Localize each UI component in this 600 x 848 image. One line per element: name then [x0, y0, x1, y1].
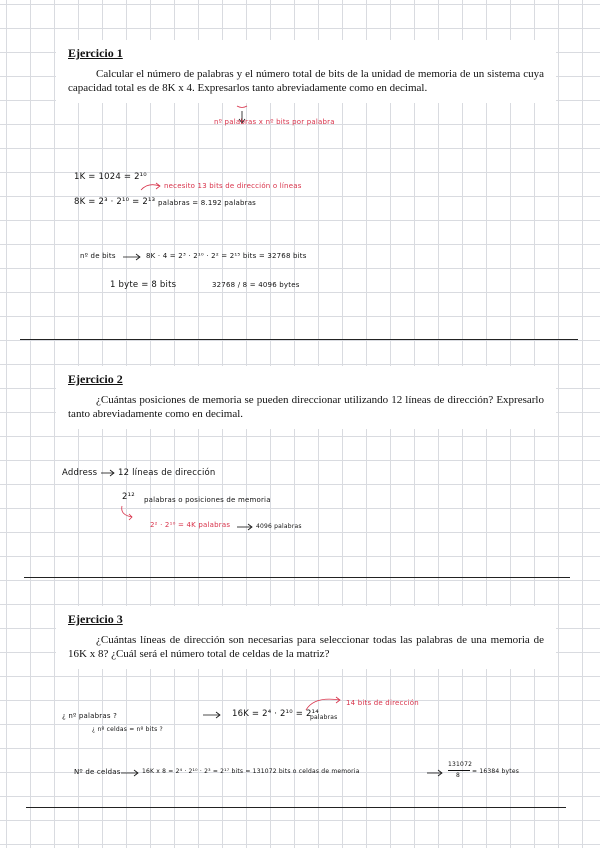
ex3-note1: 14 bits de dirección: [346, 699, 419, 707]
ex3-eq1b: palabras: [310, 714, 338, 721]
ex3-line3c: = 16384 bytes: [472, 768, 520, 775]
exercise-2-box: [56, 366, 556, 429]
ex1-line2a: 8K = 2³ · 2¹⁰ = 2¹³: [74, 197, 156, 207]
divider-2: [24, 577, 570, 578]
ex3-q1: ¿ nº palabras ?: [62, 712, 118, 720]
divider-1: [20, 339, 578, 340]
ex1-line3b: 8K · 4 = 2³ · 2¹⁰ · 2² = 2¹⁵ bits = 32768 bits: [146, 252, 307, 260]
ex3-eq1: 16K = 2⁴ · 2¹⁰ = 2¹⁴: [232, 709, 319, 719]
ex3-q2: ¿ nº celdas = nº bits ?: [92, 726, 163, 733]
ex3-frac-num: 131072: [448, 761, 473, 768]
ex2-line2a: 2¹²: [122, 492, 135, 502]
curved-arrow-icon: [118, 505, 140, 521]
ex1-line2b: palabras = 8.192 palabras: [158, 199, 257, 207]
divider-3: [26, 807, 566, 808]
ex3-line3a: Nº de celdas: [74, 768, 121, 776]
ex2-line1a: Address: [62, 468, 98, 478]
exercise-1-statement: Calcular el número de palabras y el número total de bits de la unidad de memoria de un sistema cuya capacidad total es de 8K x 4. Expresarlos tanto abreviadamente como en decimal.: [68, 68, 544, 94]
ex2-line2b: palabras o posiciones de memoria: [144, 496, 271, 504]
ex1-line4b: 32768 / 8 = 4096 bytes: [212, 281, 300, 289]
exercise-1-title: Ejercicio 1: [68, 46, 123, 60]
ex3-line3b: 16K x 8 = 2⁴ · 2¹⁰ · 2³ = 2¹⁷ bits = 131072 bits o celdas de memoria: [142, 768, 360, 775]
ex2-line3a: 2² · 2¹⁰ = 4K palabras: [150, 521, 231, 529]
curved-arrow-icon: [304, 694, 344, 712]
right-arrow-icon: [120, 768, 140, 778]
ex1-line3a: nº de bits: [80, 252, 116, 260]
arrow-icon: [140, 180, 162, 194]
exercise-3-box: [56, 606, 556, 669]
right-arrow-icon: [236, 522, 254, 532]
exercise-3-statement: ¿Cuántas líneas de dirección son necesarias para seleccionar todas las palabras de una memoria de 16K x 8? ¿Cuál será el número total de celdas de la matriz?: [68, 634, 544, 660]
exercise-3-title: Ejercicio 3: [68, 612, 123, 626]
fraction-bar: [448, 770, 470, 771]
right-arrow-icon: [100, 468, 116, 478]
ex3-frac-den: 8: [456, 772, 461, 779]
right-arrow-icon: [426, 768, 444, 778]
ex2-line1b: 12 líneas de dirección: [118, 468, 216, 478]
exercise-1-box: [56, 40, 556, 103]
ex1-red-label: nº palabras x nº bits por palabra: [214, 118, 335, 126]
ex1-note1: necesito 13 bits de dirección o líneas: [164, 182, 302, 190]
exercise-2-title: Ejercicio 2: [68, 372, 123, 386]
right-arrow-icon: [202, 710, 222, 720]
ex1-line1: 1K = 1024 = 2¹⁰: [74, 172, 147, 182]
ex2-line3b: 4096 palabras: [256, 523, 302, 530]
exercise-2-statement: ¿Cuántas posiciones de memoria se pueden direccionar utilizando 12 líneas de dirección? Expresarlo tanto abreviadamente como en decimal.: [68, 394, 544, 420]
ex1-line4a: 1 byte = 8 bits: [110, 280, 177, 290]
right-arrow-icon: [122, 252, 142, 262]
